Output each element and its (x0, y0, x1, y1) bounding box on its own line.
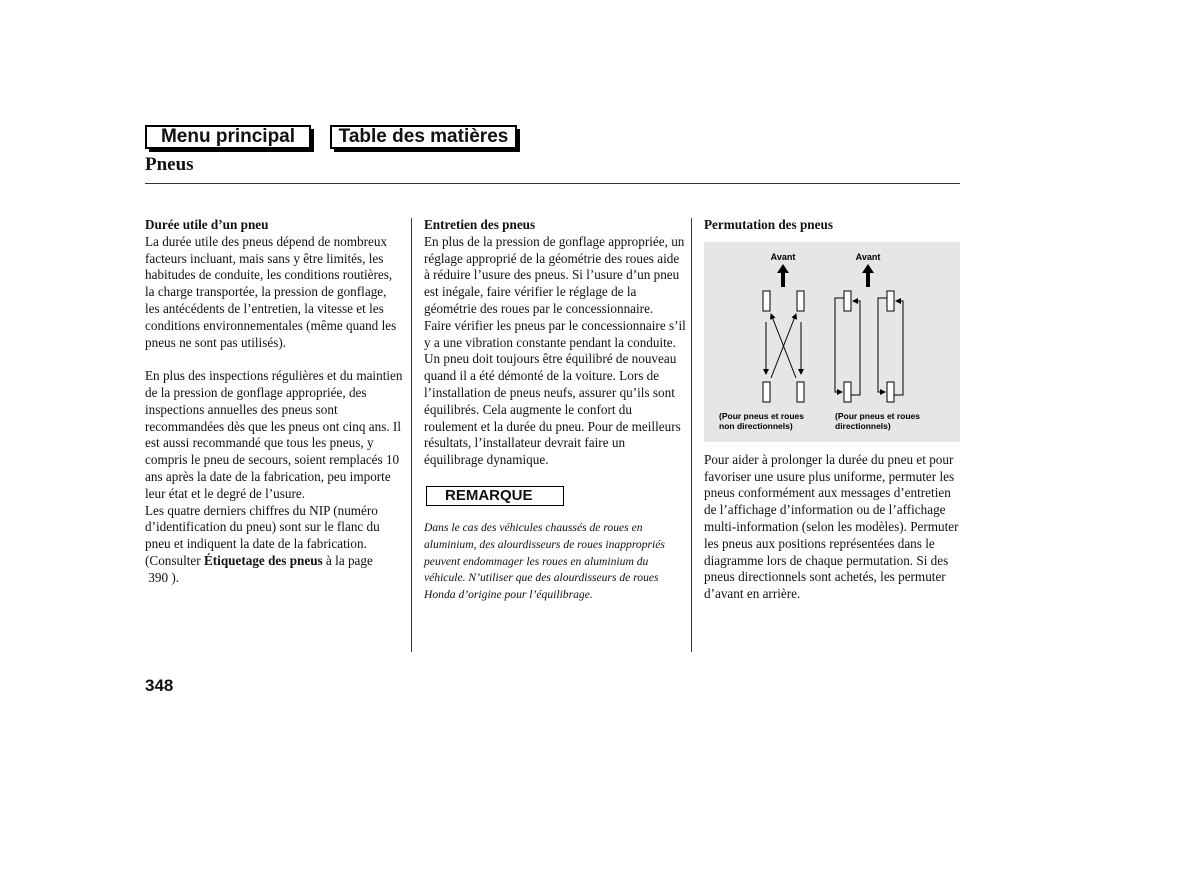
tire-front-right (797, 291, 804, 311)
remarque-label: REMARQUE (445, 486, 533, 504)
non-directional-pattern (763, 291, 804, 402)
caption-directional-1: (Pour pneus et roues (835, 410, 921, 421)
tire-maintenance-paragraph-2: Faire vérifier les pneus par le concessionnaire s’il y a une vibration constante pendant la conduite. Un pneu doit toujours être équilibré de nouveau quand il a été démonté de la voiture. Lors de l’installation de pneus neufs, assurer qu’ils sont équilibrés. Cela augmente le confort du roulement et la durée du pneu. Pour de meilleurs résultats, l’installateur devrait faire un équilibrage dynamique. (424, 317, 686, 468)
column-tire-rotation (704, 217, 960, 603)
tire-life-paragraph-2: En plus des inspections régulières et du maintien de la pression de gonflage appropriée, des inspections annuelles des pneus sont recommandées dès que les pneus ont cinq ans. Il est aussi recommandé que tous les pneus, y compris le pneu de secours, soient remplacés 10 ans après la date de la fabrication, peu importe leur état et le degré de l’usure. (145, 368, 403, 501)
front-label-left: Avant (770, 251, 796, 262)
page-title: Pneus (145, 154, 194, 175)
title-divider (145, 183, 960, 184)
front-label-right: Avant (855, 251, 881, 262)
arrow-left-front-to-rear (835, 298, 844, 392)
front-arrow-left-icon (777, 264, 789, 287)
rotation-diagram-svg (704, 242, 960, 442)
column-divider-2 (691, 218, 692, 652)
tire-rotation-heading: Permutation des pneus (704, 217, 833, 232)
nip-text: Les quatre derniers chiffres du NIP (numéro d’identification du pneu) sont sur le flanc du pneu et indiquent la date de la fabrication. (Consulter (145, 502, 380, 568)
tire-rear-right-dir (887, 382, 894, 402)
column-tire-maintenance (424, 217, 686, 604)
tire-labeling-link[interactable]: Étiquetage des pneus (203, 552, 323, 568)
tire-rear-left (763, 382, 770, 402)
tire-rear-left-dir (844, 382, 851, 402)
arrow-right-rear-to-front (894, 301, 903, 395)
page-ref-text: à la page (322, 552, 373, 568)
tire-front-left (763, 291, 770, 311)
directional-pattern (835, 291, 903, 402)
arrow-left-rear-to-front (851, 301, 860, 395)
tire-rotation-paragraph: Pour aider à prolonger la durée du pneu et pour favoriser une usure plus uniforme, permuter les pneus conformément aux messages d’entretien de l’affichage d’information ou de l’affichage multi-information (selon les modèles). Permuter les pneus aux positions représentées dans le diagramme lors de chaque permutation. Si des pneus directionnels sont achetés, les permuter d’avant en arrière. (704, 451, 959, 602)
table-of-contents-button[interactable]: Table des matières (330, 125, 517, 149)
caption-directional-2: directionnels) (835, 420, 891, 431)
tire-maintenance-paragraph-1: En plus de la pression de gonflage appropriée, un réglage approprié de la géométrie des roues aide à réduire l’usure des pneus. Si l’usure d’un pneu est inégale, faire vérifier le réglage de la géométrie des roues par le concessionnaire. (424, 233, 685, 316)
arrow-right-front-to-rear (878, 298, 887, 392)
tire-life-paragraph-1: La durée utile des pneus dépend de nombreux facteurs incluant, mais sans y être limités, les habitudes de conduite, les conditions routières, la charge transportée, la pression de gonflage, les antécédents de l’entretien, la vitesse et les conditions environnementales (même quand les pneus ne sont pas utilisés). (145, 233, 397, 350)
caption-non-directional-1: (Pour pneus et roues (719, 410, 805, 421)
remarque-box (426, 486, 564, 506)
tire-front-right-dir (887, 291, 894, 311)
tire-rear-right (797, 382, 804, 402)
rotation-diagram (704, 242, 960, 442)
column-divider-1 (411, 218, 412, 652)
front-arrow-right-icon (862, 264, 874, 287)
page-ref-end: ). (168, 569, 180, 585)
remarque-note: Dans le cas des véhicules chaussés de roues en aluminium, des alourdisseurs de roues inappropriés peuvent endommager les roues en aluminium du véhicule. N’utiliser que des alourdisseurs de roues Honda d’origine pour l’équilibrage. (424, 520, 665, 602)
tire-maintenance-heading: Entretien des pneus (424, 217, 536, 232)
caption-non-directional-2: non directionnels) (719, 420, 793, 431)
page-number: 348 (145, 676, 174, 695)
column-tire-life (145, 217, 403, 587)
tire-life-paragraph-3 (145, 503, 403, 587)
main-menu-button[interactable]: Menu principal (145, 125, 311, 149)
tire-front-left-dir (844, 291, 851, 311)
tire-life-heading: Durée utile d’un pneu (145, 217, 269, 232)
page-ref-link[interactable]: 390 (148, 569, 169, 585)
